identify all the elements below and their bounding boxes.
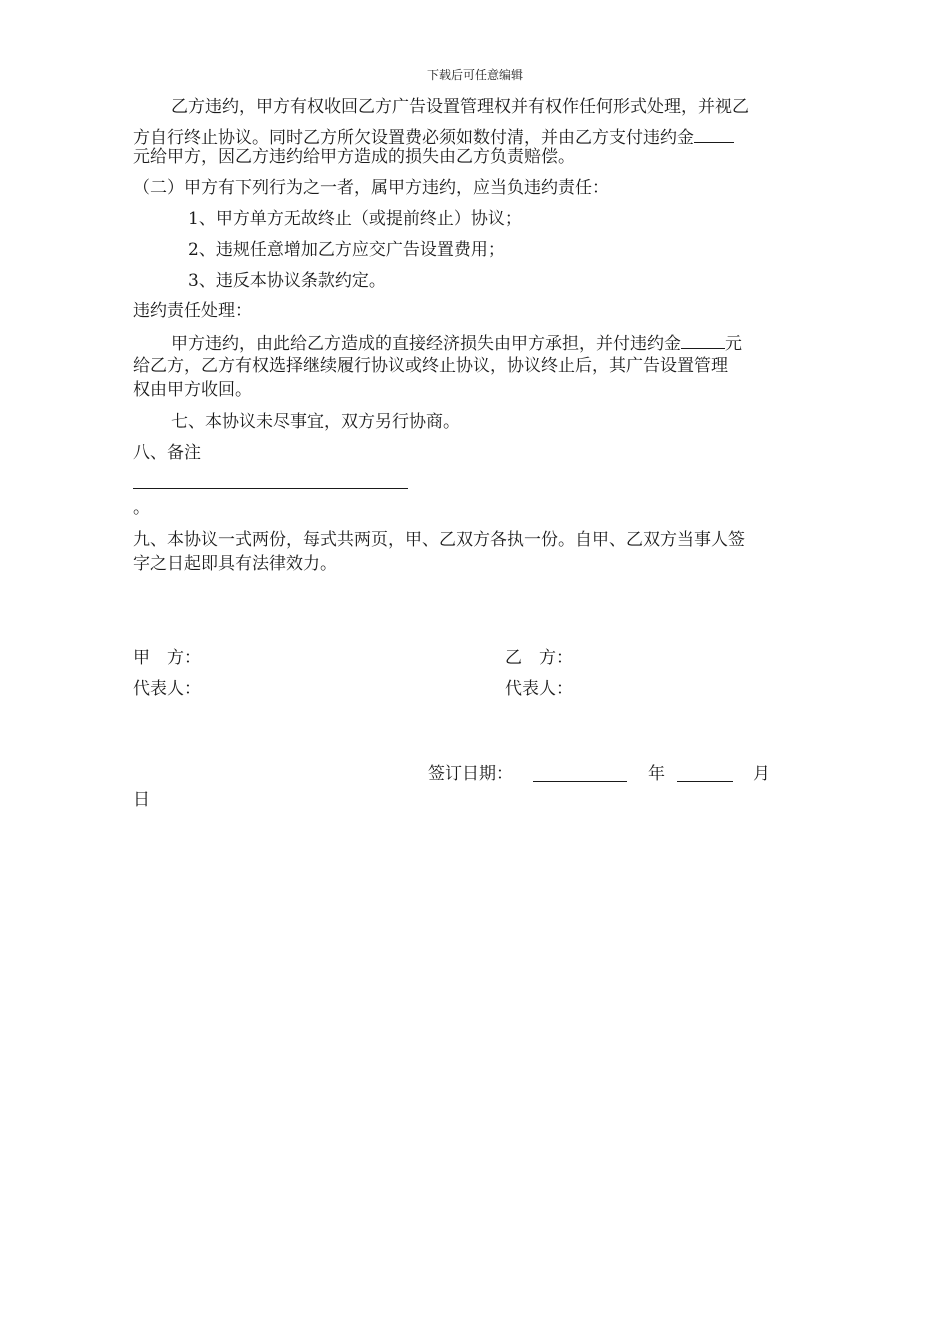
para1-line3: 元给甲方，因乙方违约给甲方造成的损失由乙方负责赔偿。 xyxy=(133,147,575,167)
party-b-representative-label: 代表人： xyxy=(505,679,573,699)
date-month-blank xyxy=(677,781,733,782)
list-item-2: 2、违规任意增加乙方应交广告设置费用； xyxy=(188,240,505,260)
para2-line2: 给乙方，乙方有权选择继续履行协议或终止协议，协议终止后，其广告设置管理 xyxy=(133,356,728,376)
signing-date-label: 签订日期： xyxy=(428,764,513,784)
para2-line1-unit: 元 xyxy=(725,334,742,354)
para2-line3: 权由甲方收回。 xyxy=(133,380,252,400)
section9-line1: 九、本协议一式两份，每式共两页，甲、乙双方各执一份。自甲、乙双方当事人签 xyxy=(133,530,745,550)
para2-line1-text: 甲方违约，由此给乙方造成的直接经济损失由甲方承担，并付违约金 xyxy=(171,334,681,354)
section8-heading: 八、备注 xyxy=(133,443,201,463)
list-item-1: 1、甲方单方无故终止（或提前终止）协议； xyxy=(188,209,522,229)
penalty-blank-2 xyxy=(681,330,725,349)
liability-heading: 违约责任处理： xyxy=(133,301,252,321)
party-a-label: 甲 方： xyxy=(133,648,201,668)
party-b-label: 乙 方： xyxy=(505,648,573,668)
date-year-blank xyxy=(533,781,627,782)
penalty-blank-1 xyxy=(694,124,734,143)
party-a-representative-label: 代表人： xyxy=(133,679,201,699)
page-header: 下载后可任意编辑 xyxy=(426,68,523,82)
remarks-period: 。 xyxy=(133,498,150,518)
list-item-3: 3、违反本协议条款约定。 xyxy=(188,271,386,291)
section7: 七、本协议未尽事宜，双方另行协商。 xyxy=(171,412,460,432)
year-label: 年 xyxy=(648,764,665,784)
para1-line2-text: 方自行终止协议。同时乙方所欠设置费必须如数付清，并由乙方支付违约金 xyxy=(133,128,694,148)
day-label: 日 xyxy=(133,790,150,810)
month-label: 月 xyxy=(753,764,770,784)
section9-line2: 字之日起即具有法律效力。 xyxy=(133,554,337,574)
remarks-blank-line xyxy=(133,488,408,489)
para1-line1: 乙方违约，甲方有权收回乙方广告设置管理权并有权作任何形式处理，并视乙 xyxy=(171,97,749,117)
para2-line1 xyxy=(171,330,742,355)
section2-heading: （二）甲方有下列行为之一者，属甲方违约，应当负违约责任： xyxy=(133,178,609,198)
